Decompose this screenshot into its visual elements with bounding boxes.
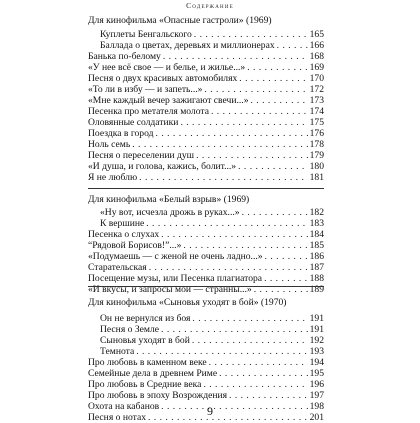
dot-leader (219, 368, 307, 379)
toc-entry[interactable] (88, 95, 324, 106)
toc-entry[interactable] (100, 324, 324, 335)
toc-entry-title: «Подумаешь — с женой не очень ладно...» (88, 251, 263, 262)
toc-entry-title: «И вкусы, и запросы мои — странны...» (88, 284, 252, 295)
toc-entry[interactable] (88, 161, 324, 172)
dot-leader (242, 207, 308, 218)
toc-entry-page: 187 (309, 262, 324, 273)
toc-entry-page: 169 (309, 62, 324, 73)
toc-entry-page: 168 (309, 51, 324, 62)
toc-entry[interactable] (88, 106, 324, 117)
toc-entry[interactable] (100, 29, 324, 40)
toc-entry[interactable] (88, 357, 324, 368)
dot-leader (209, 357, 308, 368)
dot-leader (180, 117, 307, 128)
toc-entry-page: 175 (309, 117, 324, 128)
section-header: Для кинофильма «Белый взрыв» (1969) (88, 194, 250, 205)
dot-leader (247, 62, 307, 73)
toc-entry-page: 197 (309, 390, 324, 401)
toc-entry-page: 170 (309, 73, 324, 84)
section-divider (88, 188, 324, 189)
toc-entry-title: Посещение музы, или Песенка плагиатора (88, 273, 263, 284)
toc-entry-page: 201 (309, 412, 324, 423)
toc-entry[interactable] (88, 73, 324, 84)
toc-entry-title: Песня о двух красивых автомобилях (88, 73, 238, 84)
toc-entry[interactable] (88, 117, 324, 128)
toc-entry-page: 186 (309, 251, 324, 262)
dot-leader (277, 40, 308, 51)
section-header: Для кинофильма «Опасные гастроли» (1969) (88, 15, 272, 26)
toc-entry[interactable] (88, 84, 324, 95)
dot-leader (264, 273, 308, 284)
dot-leader (239, 73, 307, 84)
toc-entry-title: Про любовь в Средние века (88, 379, 202, 390)
toc-entry-page: 173 (309, 95, 324, 106)
dot-leader (161, 324, 308, 335)
toc-entry-page: 195 (309, 368, 324, 379)
toc-entry-page: 172 (309, 84, 324, 95)
toc-entry[interactable] (100, 313, 324, 324)
toc-entry-page: 196 (309, 379, 324, 390)
toc-entry-page: 176 (309, 128, 324, 139)
toc-entry-page: 191 (309, 324, 324, 335)
dot-leader (229, 390, 308, 401)
toc-entry-title: Банька по-белому (88, 51, 161, 62)
toc-entry[interactable] (100, 218, 324, 229)
section-divider (88, 286, 324, 287)
dot-leader (238, 161, 308, 172)
running-head: Содержание (186, 1, 234, 10)
toc-entry[interactable] (88, 240, 324, 251)
toc-entry-page: 178 (309, 139, 324, 150)
dot-leader (194, 29, 308, 40)
toc-entry-title: Поездка в город (88, 128, 154, 139)
dot-leader (203, 379, 307, 390)
toc-entry[interactable] (100, 335, 324, 346)
toc-entry-page: 198 (309, 401, 324, 412)
dot-leader (161, 229, 307, 240)
toc-entry-title: Песня о Земле (100, 324, 160, 335)
toc-entry-title: Песенка про метателя молота (88, 106, 209, 117)
dot-leader (146, 218, 307, 229)
toc-entry-title: Про любовь в эпоху Возрождения (88, 390, 228, 401)
toc-entry[interactable] (88, 262, 324, 273)
toc-entry-page: 192 (309, 335, 324, 346)
toc-entry-title: Семейные дела в древнем Риме (88, 368, 218, 379)
toc-entry[interactable] (88, 251, 324, 262)
toc-entry-page: 185 (309, 240, 324, 251)
toc-entry-title: Старательская (88, 262, 147, 273)
toc-entry-title: Оловянные солдатики (88, 117, 179, 128)
toc-entry-title: Песня о переселении душ (88, 150, 195, 161)
toc-entry-title: Песенка о слухах (88, 229, 160, 240)
dot-leader (192, 313, 307, 324)
toc-entry-title: Темнота (100, 346, 135, 357)
toc-entry[interactable] (100, 346, 324, 357)
toc-entry-title: Охота на кабанов (88, 401, 160, 412)
toc-entry[interactable] (88, 273, 324, 284)
toc-entry-title: «То ли в избу — и запеть...» (88, 84, 203, 95)
toc-entry-title: Песня о нотах (88, 412, 146, 423)
toc-entry-page: 193 (309, 346, 324, 357)
dot-leader (265, 251, 308, 262)
dot-leader (251, 95, 308, 106)
toc-entry[interactable] (100, 40, 324, 51)
dot-leader (139, 172, 307, 183)
toc-entry-title: Баллада о цветах, деревьях и миллионерах (100, 40, 275, 51)
toc-entry-title: «И душа, и голова, кажись, болит...» (88, 161, 237, 172)
toc-entry-page: 184 (309, 229, 324, 240)
toc-entry-title: Куплеты Бенгальского (100, 29, 192, 40)
toc-entry-title: Про любовь в каменном веке (88, 357, 207, 368)
toc-entry[interactable] (88, 368, 324, 379)
toc-entry-title: «Мне каждый вечер зажигают свечи...» (88, 95, 249, 106)
toc-entry-page: 189 (309, 284, 324, 295)
toc-entry-title: “Рядовой Борисов!”...» (88, 240, 182, 251)
toc-entry[interactable] (88, 150, 324, 161)
toc-entry[interactable] (88, 229, 324, 240)
toc-entry-title: Ноль семь (88, 139, 131, 150)
toc-entry-page: 194 (309, 357, 324, 368)
toc-entry[interactable] (100, 207, 324, 218)
dot-leader (163, 51, 308, 62)
toc-entry[interactable] (88, 172, 324, 183)
dot-leader (136, 346, 307, 357)
toc-entry[interactable] (88, 51, 324, 62)
dot-leader (196, 150, 308, 161)
toc-entry-title: Я не люблю (88, 172, 138, 183)
page-number: 9 (207, 404, 213, 418)
toc-entry-page: 179 (309, 150, 324, 161)
dot-leader (183, 240, 307, 251)
toc-entry-page: 174 (309, 106, 324, 117)
toc-entry-title: «У нее всё свое — и белье, и жилье...» (88, 62, 246, 73)
dot-leader (149, 262, 308, 273)
toc-entry-page: 165 (309, 29, 324, 40)
toc-entry-title: К вершине (100, 218, 145, 229)
dot-leader (132, 139, 307, 150)
toc-entry-page: 188 (309, 273, 324, 284)
dot-leader (156, 128, 308, 139)
toc-entry[interactable] (88, 390, 324, 401)
toc-entry[interactable] (88, 139, 324, 150)
toc-entry-title: Сыновья уходят в бой (100, 335, 190, 346)
toc-entry-page: 180 (309, 161, 324, 172)
toc-entry-page: 181 (309, 172, 324, 183)
toc-entry-page: 191 (309, 313, 324, 324)
toc-entry-title: Он не вернулся из боя (100, 313, 191, 324)
section-header: Для кинофильма «Сыновья уходят в бой» (1970) (88, 297, 287, 308)
dot-leader (211, 106, 308, 117)
toc-entry[interactable] (88, 62, 324, 73)
dot-leader (192, 335, 308, 346)
toc-entry-title: «Ну вот, исчезла дрожь в руках...» (100, 207, 240, 218)
toc-entry[interactable] (88, 128, 324, 139)
toc-entry-page: 183 (309, 218, 324, 229)
toc-entry-page: 182 (309, 207, 324, 218)
toc-entry-page: 166 (309, 40, 324, 51)
toc-entry[interactable] (88, 379, 324, 390)
dot-leader (204, 84, 307, 95)
